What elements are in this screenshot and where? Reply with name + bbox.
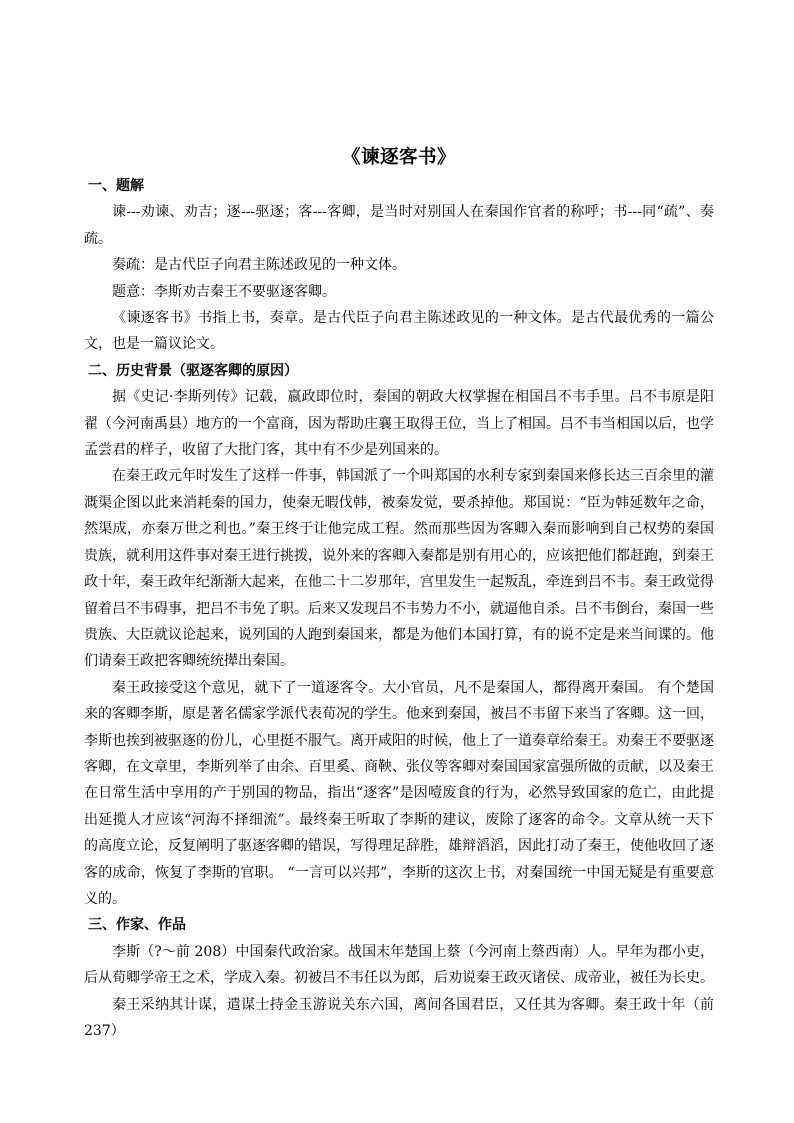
- section-heading: 二、历史背景（驱逐客卿的原因）: [88, 362, 298, 379]
- paragraph: 李斯（?～前 208）中国秦代政治家。战国末年楚国上蔡（今河南上蔡西南）人。早年为郡小吏，后从荀卿学帝王之术，学成入秦。初被吕不韦任以为郎，后劝说秦王政灭诸侯、成帝业，被任为长史。: [84, 943, 714, 987]
- section-author-works: [84, 912, 714, 1044]
- section-heading: 三、作家、作品: [88, 917, 186, 934]
- document-page: [84, 146, 714, 1044]
- section-historical-background: [84, 358, 714, 913]
- paragraph: 秦王政接受这个意见，就下了一道逐客令。大小官员，凡不是秦国人，都得离开秦国。 有个楚国来的客卿李斯，原是著名儒家学派代表荀况的学生。他来到秦国，被吕不韦留下来当了客卿。这一回，李斯也挨到被驱逐的份儿，心里挺不服气。离开咸阳的时候，他上了一道奏章给秦王。劝秦王不要驱逐客卿，在文章里，李斯列举了由余、百里奚、商鞅、张仪等客卿对秦国国家富强所做的贡献，以及秦王在日常生活中享用的产于别国的物品，指出“逐客”是因噎废食的行为，必然导致国家的危亡，由此提出延揽人才应该“河海不择细流”。最终秦王听取了李斯的建议，废除了逐客的命令。文章从统一天下的高度立论，反复阐明了驱逐客卿的错误，写得理足辞胜，雄辩滔滔，因此打动了秦王，使他收回了逐客的成命，恢复了李斯的官职。 “一言可以兴邦”，李斯的这次上书，对秦国统一中国无疑是有重要意义的。: [84, 679, 714, 907]
- section-title-explanation: [84, 173, 714, 358]
- paragraph: 奏疏：是古代臣子向君主陈述政见的一种文体。: [112, 257, 406, 274]
- paragraph: 《谏逐客书》书指上书，奏章。是古代臣子向君主陈述政见的一种文体。是古代最优秀的一篇公文，也是一篇议论文。: [84, 310, 714, 353]
- paragraph: 据《史记·李斯列传》记载，嬴政即位时，秦国的朝政大权掌握在相国吕不韦手里。吕不韦原是阳翟（今河南禹县）地方的一个富商，因为帮助庄襄王取得王位，当上了相国。吕不韦当相国以后，也学孟尝君的样子，收留了大批门客，其中有不少是列国来的。: [84, 389, 714, 459]
- paragraph: 谏---劝谏、劝吉；逐---驱逐；客---客卿，是当时对别国人在秦国作官者的称呼；书---同“疏”、奏疏。: [84, 204, 714, 247]
- paragraph: 秦王采纳其计谋，遣谋士持金玉游说关东六国，离间各国君臣，又任其为客卿。秦王政十年（前 237）: [84, 996, 714, 1039]
- document-title: 《谏逐客书》: [341, 147, 456, 168]
- paragraph: 在秦王政元年时发生了这样一件事，韩国派了一个叫郑国的水利专家到秦国来修长达三百余里的灌溉渠企图以此来消耗秦的国力，使秦无暇伐韩，被秦发觉，要杀掉他。郑国说：“臣为韩延数年之命，然渠成，亦秦万世之利也。”秦王终于让他完成工程。然而那些因为客卿入秦而影响到自己权势的秦国贵族，就利用这件事对秦王进行挑拨，说外来的客卿入秦都是别有用心的，应该把他们都赶跑，到秦王政十年，秦王政年纪渐渐大起来，在他二十二岁那年，宫里发生一起叛乱，牵连到吕不韦。秦王政觉得留着吕不韦碍事，把吕不韦免了职。后来又发现吕不韦势力不小，就逼他自杀。吕不韦倒台，秦国一些贵族、大臣就议论起来，说列国的人跑到秦国来，都是为他们本国打算，有的说不定是来当间谍的。他们请秦王政把客卿统统撵出秦国。: [84, 468, 714, 670]
- section-heading: 一、题解: [88, 178, 144, 194]
- paragraph: 题意：李斯劝吉秦王不要驱逐客卿。: [112, 283, 336, 300]
